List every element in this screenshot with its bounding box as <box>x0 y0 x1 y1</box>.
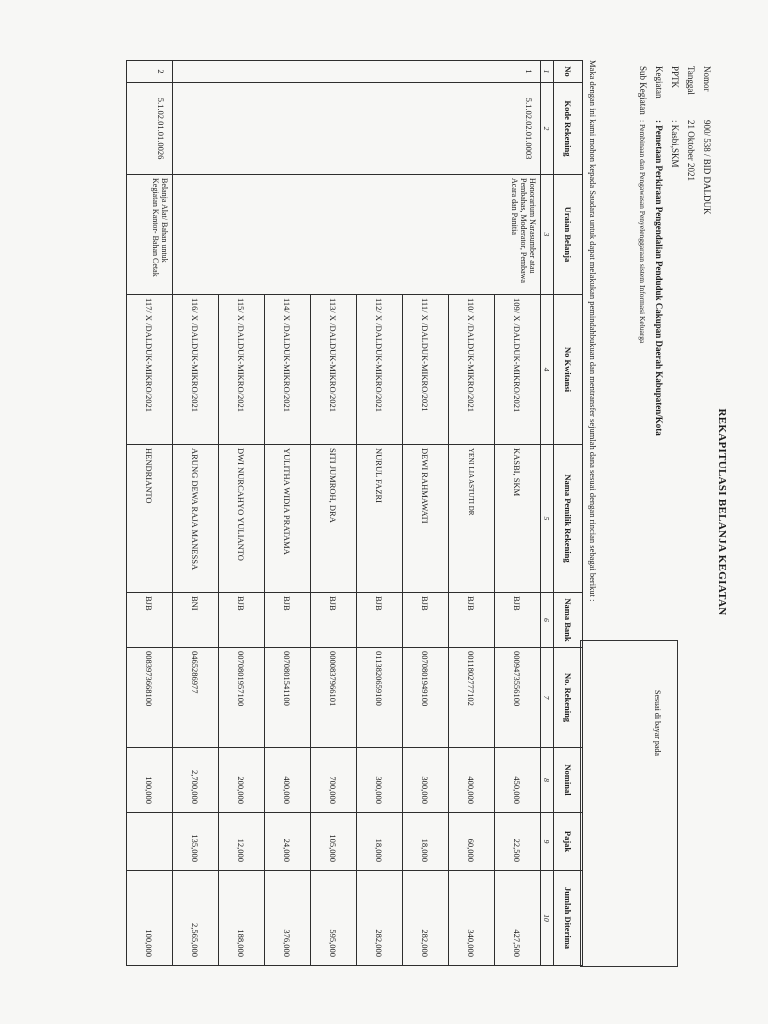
cell-kwitansi: 111/ X /DALDUK-MIKRO/2021 <box>403 295 449 445</box>
cell-nama: SITI JUMROH, DRA <box>311 445 357 593</box>
cell-jumlah: 282,000 <box>357 871 403 966</box>
cell-kwitansi: 117/ X /DALDUK-MIKRO/2021 <box>127 295 173 445</box>
cell-kode: 5.1.02.02.01.0003 <box>173 83 541 175</box>
cell-no: 2 <box>127 61 173 83</box>
cell-pajak: 18,000 <box>357 813 403 871</box>
cell-jumlah: 282,000 <box>403 871 449 966</box>
cell-pajak: 12,000 <box>219 813 265 871</box>
document-title: REKAPITULASI BELANJA KEGIATAN <box>716 408 728 616</box>
col-index: 7 <box>541 648 554 748</box>
cell-pajak: 135,000 <box>173 813 219 871</box>
cell-nama: HENDRIANTO <box>127 445 173 593</box>
cell-jumlah: 595,000 <box>311 871 357 966</box>
cell-jumlah: 376,000 <box>265 871 311 966</box>
cell-nominal: 100,000 <box>127 748 173 813</box>
cell-nama: NURUL FAZRI <box>357 445 403 593</box>
meta-pptk-value: : Kasbi,SKM <box>670 120 680 168</box>
verification-label: Sesuai di bayar pada <box>653 690 662 756</box>
cell-kwitansi: 113/ X /DALDUK-MIKRO/2021 <box>311 295 357 445</box>
col-index: 9 <box>541 813 554 871</box>
cell-pajak: 60,000 <box>449 813 495 871</box>
col-index: 2 <box>541 83 554 175</box>
verification-box <box>580 640 678 967</box>
cell-kwitansi: 110/ X /DALDUK-MIKRO/2021 <box>449 295 495 445</box>
cell-bank: BJB <box>219 593 265 648</box>
col-index: 8 <box>541 748 554 813</box>
intro-paragraph: Maka dengan ini kami mohon kepada Saudara untuk dapat melakukan pemindahbukuan dan mentransfer sejumlah dana sesuai dengan rincian sebagai berikut : <box>588 60 598 602</box>
cell-pajak: 24,000 <box>265 813 311 871</box>
cell-nama: DEWI RAHMAWATI <box>403 445 449 593</box>
col-header-bank: Nama Bank <box>554 593 583 648</box>
cell-pajak: 22,500 <box>495 813 541 871</box>
cell-rekening: 0070801957100 <box>219 648 265 748</box>
cell-rekening: 0011802777102 <box>449 648 495 748</box>
cell-kode: 5.1.02.01.01.0026 <box>127 83 173 175</box>
cell-nama: YENI LIA ASTUTI DR <box>449 445 495 593</box>
col-header-jumlah: Jumlah Diterima <box>554 871 583 966</box>
cell-bank: BJB <box>495 593 541 648</box>
cell-kwitansi: 115/ X /DALDUK-MIKRO/2021 <box>219 295 265 445</box>
cell-nominal: 450,000 <box>495 748 541 813</box>
cell-rekening: 0000837966101 <box>311 648 357 748</box>
cell-jumlah: 427,500 <box>495 871 541 966</box>
cell-kwitansi: 116/ X /DALDUK-MIKRO/2021 <box>173 295 219 445</box>
cell-nama: YULITHA WIDIA PRATAMA <box>265 445 311 593</box>
cell-rekening: 0113820659100 <box>357 648 403 748</box>
col-index: 5 <box>541 445 554 593</box>
cell-nominal: 2,700,000 <box>173 748 219 813</box>
cell-nominal: 200,000 <box>219 748 265 813</box>
cell-jumlah: 2,565,000 <box>173 871 219 966</box>
meta-subkegiatan-label: Sub Kegiatan <box>638 66 648 115</box>
table-row <box>495 61 541 966</box>
cell-nominal: 300,000 <box>357 748 403 813</box>
cell-jumlah: 100,000 <box>127 871 173 966</box>
cell-pajak <box>127 813 173 871</box>
col-header-rekening: No. Rekening <box>554 648 583 748</box>
col-header-pajak: Pajak <box>554 813 583 871</box>
col-index: 3 <box>541 175 554 295</box>
meta-tanggal-label: Tanggal <box>686 66 696 95</box>
cell-kwitansi: 114/ X /DALDUK-MIKRO/2021 <box>265 295 311 445</box>
cell-nama: KASBI, SKM <box>495 445 541 593</box>
meta-tanggal-value: 21 Oktober 2021 <box>686 120 696 181</box>
cell-rekening: 0465286977 <box>173 648 219 748</box>
cell-rekening: 0070801949100 <box>403 648 449 748</box>
cell-nominal: 700,000 <box>311 748 357 813</box>
col-header-no: No <box>554 61 583 83</box>
cell-uraian: Honorarium Narasumber atau Pembahas, Moderator, Pembawa Acara dan Panitia <box>173 175 541 295</box>
cell-nominal: 400,000 <box>449 748 495 813</box>
col-index: 6 <box>541 593 554 648</box>
cell-bank: BJB <box>449 593 495 648</box>
cell-bank: BJB <box>265 593 311 648</box>
col-index: 4 <box>541 295 554 445</box>
cell-nominal: 300,000 <box>403 748 449 813</box>
col-header-nominal: Nominal <box>554 748 583 813</box>
cell-bank: BNI <box>173 593 219 648</box>
meta-nomor-label: Nomor <box>702 66 712 92</box>
col-header-kode: Kode Rekening <box>554 83 583 175</box>
cell-nama: ARUNG DEWA RAJA MANESSA <box>173 445 219 593</box>
cell-pajak: 18,000 <box>403 813 449 871</box>
cell-jumlah: 340,000 <box>449 871 495 966</box>
meta-kegiatan-value: : Pemetaan Perkiraan Pengendalian Penduduk Cakupan Daerah Kabupaten/Kota <box>654 120 664 436</box>
meta-subkegiatan-value: : Pembinaan dan Pengawasan Penyelenggaraan sistem Informasi Keluarga <box>638 120 647 344</box>
cell-rekening: 0083973668100 <box>127 648 173 748</box>
rekap-table <box>126 60 583 966</box>
col-header-nama: Nama Pemilik Rekening <box>554 445 583 593</box>
cell-bank: BJB <box>311 593 357 648</box>
col-index: 10 <box>541 871 554 966</box>
meta-pptk-label: PPTK <box>670 66 680 89</box>
cell-rekening: 0009473556100 <box>495 648 541 748</box>
cell-uraian: Belanja Alat/ Bahan untuk Kegiatan Kantor- Bahan Cetak <box>127 175 173 295</box>
cell-bank: BJB <box>357 593 403 648</box>
cell-nama: DWI NURCAHYO YULIANTO <box>219 445 265 593</box>
col-header-uraian: Uraian Belanja <box>554 175 583 295</box>
header-row <box>554 61 583 966</box>
col-header-kwitansi: No Kwitansi <box>554 295 583 445</box>
cell-jumlah: 188,000 <box>219 871 265 966</box>
cell-bank: BJB <box>127 593 173 648</box>
meta-kegiatan-label: Kegiatan <box>654 66 664 99</box>
cell-no: 1 <box>173 61 541 83</box>
cell-pajak: 105,000 <box>311 813 357 871</box>
cell-rekening: 0070801541100 <box>265 648 311 748</box>
cell-nominal: 400,000 <box>265 748 311 813</box>
col-index: 1 <box>541 61 554 83</box>
table-row <box>127 61 173 966</box>
cell-bank: BJB <box>403 593 449 648</box>
cell-kwitansi: 109/ X /DALDUK-MIKRO/2021 <box>495 295 541 445</box>
cell-kwitansi: 112/ X /DALDUK-MIKRO/2021 <box>357 295 403 445</box>
column-index-row <box>541 61 554 966</box>
meta-nomor-value: 900/ 538 / BID DALDUK <box>702 120 712 215</box>
